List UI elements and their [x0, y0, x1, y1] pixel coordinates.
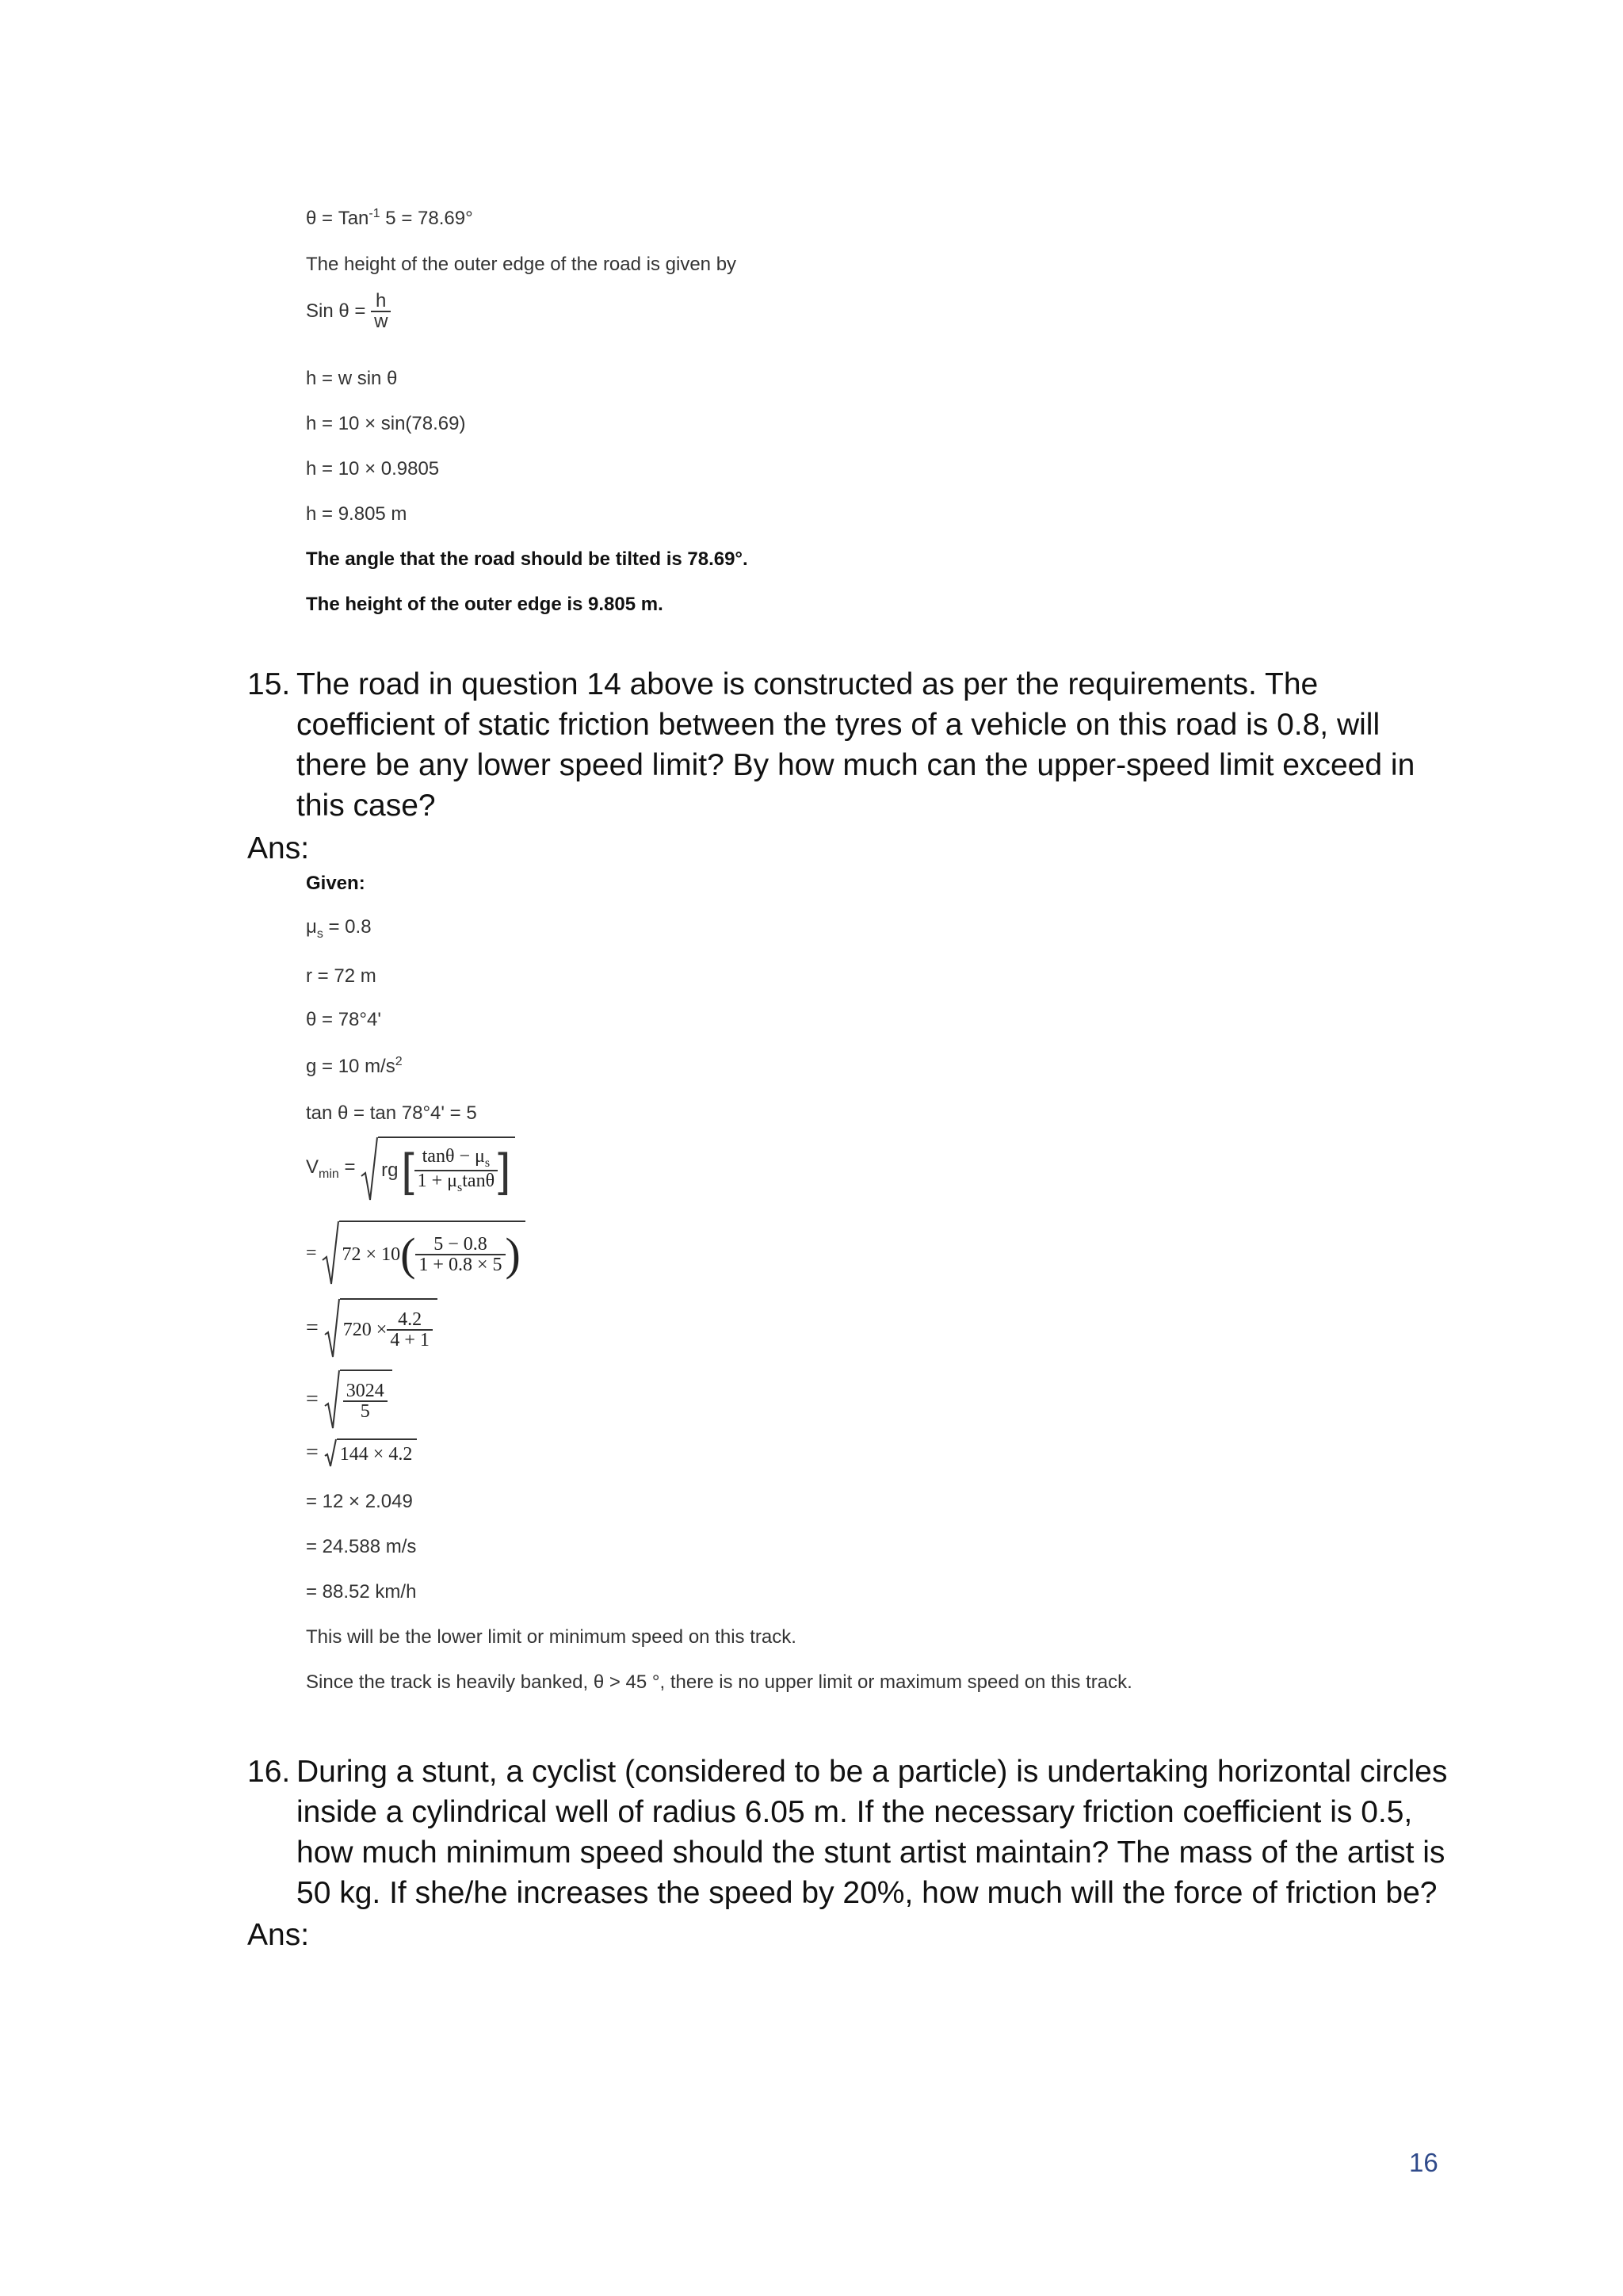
solution-conclusion-height: The height of the outer edge is 9.805 m.: [306, 594, 663, 615]
solution-lower-limit-note: This will be the lower limit or minimum speed on this track.: [306, 1626, 796, 1648]
fraction-h-over-w: $\frac{h}{w}$: [371, 292, 391, 331]
solution-line-theta: θ = Tan$^{-1}$ 5 = 78.69°: [306, 207, 473, 229]
solution-line-sin-theta: Sin θ = $\frac{h}{w}$: [306, 292, 391, 331]
solution-conclusion-angle: The angle that the road should be tilted is 78.69°.: [306, 548, 748, 570]
given-tan-theta: tan θ = tan 78°4' = 5: [306, 1102, 477, 1124]
vmin-step-8: = 88.52 km/h: [306, 1581, 417, 1603]
answer-label-16: Ans:: [247, 1918, 310, 1952]
vmin-step-2: = 72 × 10 ( $\frac{5 - 0.8}{1 + 0.8 \times 5}$ ): [306, 1221, 525, 1286]
answer-label-15: Ans:: [247, 831, 310, 865]
solution-given-heading: Given:: [306, 873, 365, 894]
vmin-step-5: = 144 × 4.2: [306, 1438, 417, 1467]
question-text: The road in question 14 above is constructed as per the requirements. The coefficient of static friction between the tyres of a vehicle on this road is 0.8, will there be any lower speed limit? By how much can the upper-speed limit exceed in this case?: [296, 667, 1415, 823]
given-mu: $\mu_s = 0.8$: [306, 916, 372, 941]
solution-line-h-result: h = 9.805 m: [306, 503, 407, 525]
solution-line-h-formula: h = w sin θ: [306, 368, 398, 389]
question-text: During a stunt, a cyclist (considered to be a particle) is undertaking horizontal circles inside a cylindrical well of radius 6.05 m. If the necessary friction coefficient is 0.5, how much minimum speed should the stunt artist maintain? The mass of the artist is 50 kg. If she/he increases the speed by 20%, how much will the force of friction be?: [296, 1755, 1448, 1910]
vmin-step-3: = 720 × $\frac{4.2}{4 + 1}$: [306, 1298, 437, 1358]
solution-line-h-sub: h = 10 × sin(78.69): [306, 413, 466, 434]
page-number: 16: [1409, 2148, 1438, 2177]
vmin-formula: $V_{min}$ = rg [ $\frac{\tan\theta - \mu_s}{1 + \mu_s\tan\theta}$ ]: [306, 1137, 515, 1201]
question-number: 16.: [247, 1755, 291, 1789]
given-theta: θ = 78°4': [306, 1009, 381, 1030]
vmin-step-4: = $\frac{3024}{5}$: [306, 1370, 392, 1430]
question-15: [247, 664, 1452, 826]
question-16: [247, 1752, 1452, 1913]
solution-upper-limit-note: Since the track is heavily banked, θ > 45 °, there is no upper limit or maximum speed on this track.: [306, 1671, 1132, 1693]
question-number: 15.: [247, 667, 291, 701]
sqrt-symbol: rg [ $\frac{\tan\theta - \mu_s}{1 + \mu_s\tan\theta}$ ]: [361, 1137, 515, 1201]
given-radius: r = 72 m: [306, 965, 376, 987]
given-g: g = 10 $m/s^2$: [306, 1055, 403, 1077]
solution-line-height-intro: The height of the outer edge of the road is given by: [306, 254, 737, 275]
vmin-step-6: = 12 × 2.049: [306, 1491, 413, 1512]
solution-line-h-calc: h = 10 × 0.9805: [306, 458, 440, 479]
vmin-step-7: = 24.588 m/s: [306, 1536, 417, 1557]
